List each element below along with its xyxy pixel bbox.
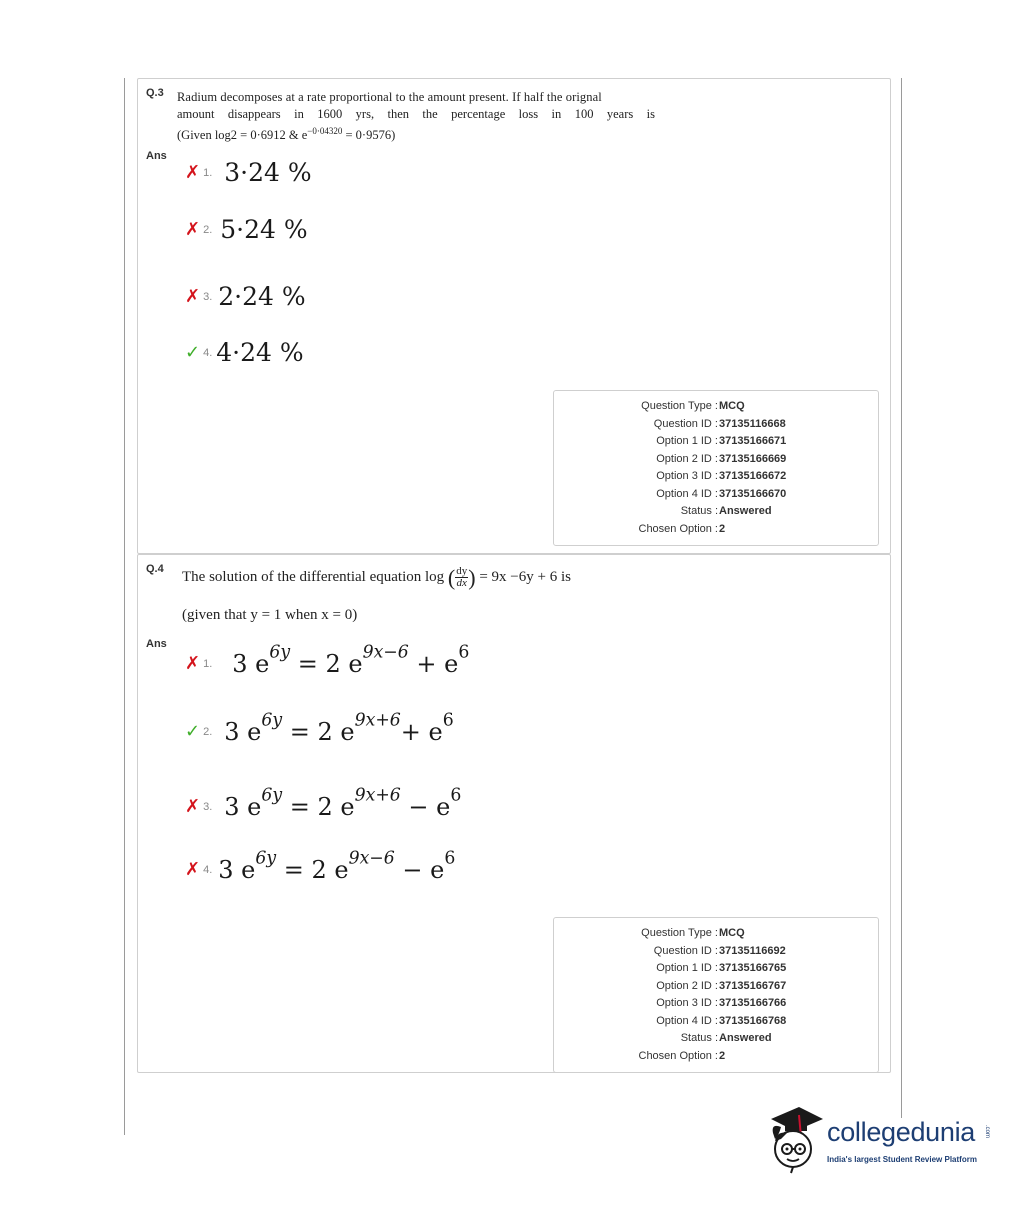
brand-name: collegedunia [827,1117,976,1147]
option-equation: 3 $e^{6y} = 2$ $e^{9x+6}+ e^6$ [224,710,454,746]
given-exponent: −0·04320 [307,126,343,136]
option-text: 2·24 % [218,282,306,311]
option-2[interactable] [185,215,308,244]
close-paren: ) [468,564,476,590]
cross-icon: ✗ [185,161,201,183]
cross-icon: ✗ [185,653,201,674]
brand-suffix: .com [984,1125,990,1139]
ans-label: Ans [146,150,167,162]
question-text-line-1: Radium decomposes at a rate proportional to the amount present. If half the orignal [177,90,602,104]
option-4[interactable] [185,848,456,884]
option-3[interactable] [185,785,462,821]
question-given-line: (given that y = 1 when x = 0) [182,607,358,623]
check-icon: ✓ [185,721,201,742]
left-margin-line [124,78,125,1135]
option-number: 4. [203,346,213,359]
option-2[interactable] [185,710,454,746]
option-equation: 3 $e^{6y} = 2$ $e^{9x+6} - e^6$ [224,785,462,821]
option-1[interactable] [185,642,470,678]
question-text-suffix: = 9x −6y + 6 is [475,569,571,585]
option-number: 2. [203,223,213,236]
option-equation: 3 $e^{6y} = 2$ $e^{9x-6} - e^6$ [218,848,456,884]
question-given-line [177,126,395,143]
question-4-meta-box: Question Type : MCQ Question ID : 37135116692 Option 1 ID : 37135166765 Option 2 ID : 37135166767 Option 3 ID : 37135166766 Option 4 ID : 37135166768 Status : Answered Chosen Option : 2 [553,917,879,1073]
question-text-prefix: The solution of the differential equation log [182,569,448,585]
option-number: 4. [203,864,213,876]
brand-tagline: India's largest Student Review Platform [827,1155,977,1164]
option-number: 3. [203,801,213,813]
cross-icon: ✗ [185,796,201,817]
option-text: 3·24 % [224,158,312,187]
fraction-denominator: dx [456,577,467,589]
option-number: 3. [203,290,213,303]
option-4[interactable] [185,338,304,367]
cross-icon: ✗ [185,859,201,880]
option-equation: 3 $e^{6y} = 2$ $e^{9x-6} + e^6$ [232,642,470,678]
question-number: Q.3 [146,87,164,99]
ans-label: Ans [146,638,167,650]
option-number: 1. [203,658,213,670]
question-3-meta-box: Question Type : MCQ Question ID : 37135116668 Option 1 ID : 37135166671 Option 2 ID : 37135166669 Option 3 ID : 37135166672 Option 4 ID : 37135166670 Status : Answered Chosen Option : 2 [553,390,879,546]
question-text-line-2: amount disappears in 1600 yrs, then the percentage loss in 100 years is [177,107,655,121]
option-number: 2. [203,726,213,738]
given-suffix: = 0·9576) [342,128,396,143]
option-number: 1. [203,166,213,179]
derivative-fraction [455,566,468,589]
option-1[interactable] [185,158,312,187]
fraction-numerator: dy [456,565,468,577]
option-text: 5·24 % [220,215,308,244]
option-3[interactable] [185,282,306,311]
open-paren: ( [447,564,456,590]
cross-icon: ✗ [185,285,201,307]
given-prefix: (Given log2 = 0·6912 & e [177,128,308,143]
question-text [182,566,571,589]
mascot-graduation-cap-icon [765,1105,825,1175]
option-text: 4·24 % [216,338,304,367]
cross-icon: ✗ [185,218,201,240]
collegedunia-logo[interactable] [765,1105,995,1175]
question-number: Q.4 [146,563,164,575]
check-icon: ✓ [185,341,201,363]
right-margin-line [901,78,902,1118]
